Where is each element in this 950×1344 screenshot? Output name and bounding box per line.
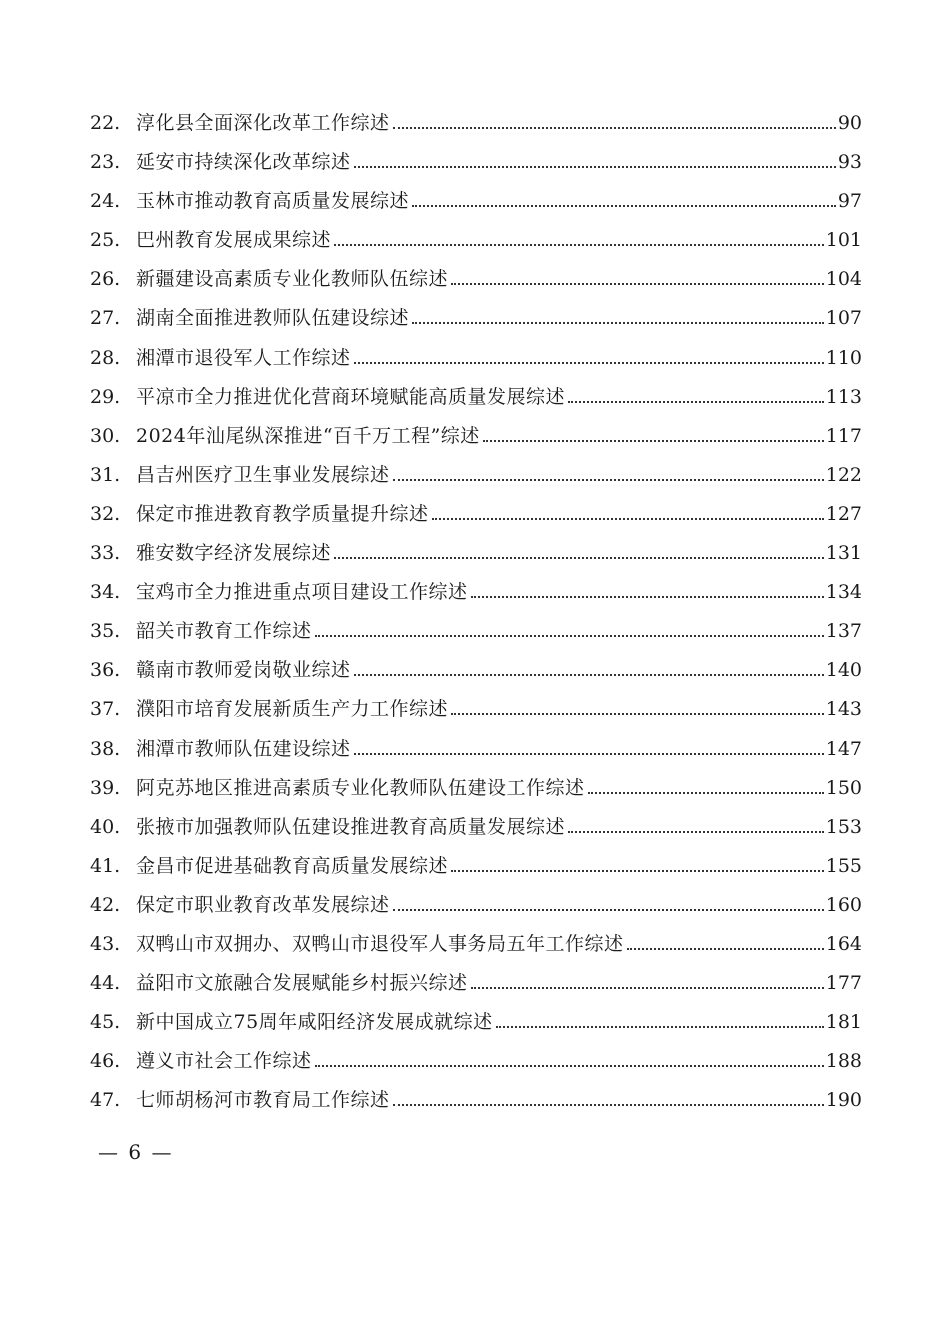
dot-leader (354, 674, 824, 676)
toc-entry-page: 164 (825, 932, 862, 955)
toc-entry-number: 24. (90, 190, 121, 213)
page-number: — 6 — (98, 1140, 174, 1164)
dot-leader (496, 1026, 824, 1028)
toc-entry-page: 97 (837, 190, 862, 213)
toc-entry-number: 42. (90, 893, 121, 916)
toc-entry-title: 保定市职业教育改革发展综述 (136, 893, 390, 916)
toc-entry-number: 29. (90, 385, 121, 408)
toc-entry-title: 宝鸡市全力推进重点项目建设工作综述 (136, 581, 468, 604)
toc-entry[interactable] (90, 104, 862, 143)
toc-entry-page: 131 (825, 542, 862, 565)
toc-entry[interactable] (90, 378, 862, 417)
toc-entry[interactable] (90, 1042, 862, 1081)
toc-entry[interactable] (90, 886, 862, 925)
dot-leader (393, 909, 824, 911)
toc-entry-number: 46. (90, 1050, 121, 1073)
toc-entry[interactable] (90, 964, 862, 1003)
toc-entry[interactable] (90, 182, 862, 221)
toc-entry[interactable] (90, 730, 862, 769)
toc-entry-page: 117 (825, 424, 862, 447)
toc-entry-title: 2024年汕尾纵深推进“百千万工程”综述 (136, 424, 480, 447)
dot-leader (451, 283, 824, 285)
toc-entry-title: 韶关市教育工作综述 (136, 620, 312, 643)
toc-entry-number: 38. (90, 737, 121, 760)
toc-entry-page: 160 (825, 893, 862, 916)
toc-entry[interactable] (90, 417, 862, 456)
toc-entry-number: 32. (90, 502, 121, 525)
dot-leader (568, 401, 824, 403)
toc-entry[interactable] (90, 925, 862, 964)
toc-entry-title: 益阳市文旅融合发展赋能乡村振兴综述 (136, 972, 468, 995)
toc-entry-number: 44. (90, 972, 121, 995)
toc-entry-title: 濮阳市培育发展新质生产力工作综述 (136, 698, 449, 721)
toc-entry-number: 25. (90, 229, 121, 252)
dot-leader (451, 870, 824, 872)
toc-entry-title: 赣南市教师爱岗敬业综述 (136, 659, 351, 682)
toc-entry-page: 188 (825, 1050, 862, 1073)
toc-entry[interactable] (90, 573, 862, 612)
dot-leader (334, 557, 824, 559)
toc-entry-page: 101 (825, 229, 862, 252)
toc-entry-title: 遵义市社会工作综述 (136, 1050, 312, 1073)
toc-entry-title: 雅安数字经济发展综述 (136, 542, 332, 565)
dot-leader (315, 1065, 824, 1067)
dot-leader (393, 127, 836, 129)
toc-entry-title: 平凉市全力推进优化营商环境赋能高质量发展综述 (136, 385, 566, 408)
toc-entry-title: 七师胡杨河市教育局工作综述 (136, 1089, 390, 1112)
toc-entry-number: 40. (90, 815, 121, 838)
toc-entry-number: 27. (90, 307, 121, 330)
dot-leader (451, 713, 824, 715)
toc-entry[interactable] (90, 143, 862, 182)
toc-entry-title: 玉林市推动教育高质量发展综述 (136, 190, 410, 213)
dot-leader (471, 596, 824, 598)
toc-entry-number: 34. (90, 581, 121, 604)
toc-entry-page: 143 (825, 698, 862, 721)
toc-entry-title: 阿克苏地区推进高素质专业化教师队伍建设工作综述 (136, 776, 585, 799)
dot-leader (393, 1104, 824, 1106)
toc-entry-page: 93 (837, 151, 862, 174)
toc-entry-page: 90 (837, 112, 862, 134)
dot-leader (334, 244, 824, 246)
dot-leader (627, 948, 824, 950)
toc-entry-number: 39. (90, 776, 121, 799)
toc-entry[interactable] (90, 299, 862, 338)
table-of-contents (90, 104, 862, 1120)
toc-entry-number: 26. (90, 268, 121, 291)
toc-entry-title: 巴州教育发展成果综述 (136, 229, 332, 252)
toc-entry-page: 107 (825, 307, 862, 330)
toc-entry-number: 23. (90, 151, 121, 174)
toc-entry-number: 36. (90, 659, 121, 682)
toc-entry-number: 37. (90, 698, 121, 721)
dot-leader (412, 322, 824, 324)
toc-entry-page: 127 (825, 502, 862, 525)
dot-leader (432, 518, 824, 520)
toc-entry[interactable] (90, 769, 862, 808)
toc-entry-page: 181 (825, 1011, 862, 1034)
toc-entry[interactable] (90, 612, 862, 651)
toc-entry-page: 134 (825, 581, 862, 604)
dot-leader (588, 792, 824, 794)
dot-leader (412, 205, 836, 207)
toc-entry[interactable] (90, 221, 862, 260)
toc-entry-title: 金昌市促进基础教育高质量发展综述 (136, 854, 449, 877)
toc-entry-page: 140 (825, 659, 862, 682)
dot-leader (483, 440, 824, 442)
toc-entry-number: 43. (90, 932, 121, 955)
toc-entry-number: 47. (90, 1089, 121, 1112)
toc-entry-title: 张掖市加强教师队伍建设推进教育高质量发展综述 (136, 815, 566, 838)
toc-entry-number: 33. (90, 542, 121, 565)
toc-entry-title: 淳化县全面深化改革工作综述 (136, 112, 390, 134)
toc-entry-page: 155 (825, 854, 862, 877)
toc-entry-number: 45. (90, 1011, 121, 1034)
toc-entry-page: 190 (825, 1089, 862, 1112)
toc-entry[interactable] (90, 651, 862, 690)
toc-entry[interactable] (90, 808, 862, 847)
toc-entry[interactable] (90, 1081, 862, 1120)
toc-entry-page: 110 (825, 346, 862, 369)
toc-entry-number: 31. (90, 463, 121, 486)
toc-entry-number: 30. (90, 424, 121, 447)
toc-entry-number: 28. (90, 346, 121, 369)
toc-entry-number: 22. (90, 112, 121, 134)
toc-entry-page: 177 (825, 972, 862, 995)
dot-leader (354, 362, 824, 364)
dot-leader (393, 479, 824, 481)
toc-entry-number: 35. (90, 620, 121, 643)
dot-leader (568, 831, 824, 833)
toc-entry-page: 104 (825, 268, 862, 291)
toc-entry[interactable] (90, 1003, 862, 1042)
toc-entry[interactable] (90, 495, 862, 534)
toc-entry-page: 113 (825, 385, 862, 408)
toc-entry-page: 147 (825, 737, 862, 760)
toc-entry-title: 湘潭市教师队伍建设综述 (136, 737, 351, 760)
toc-entry-title: 保定市推进教育教学质量提升综述 (136, 502, 429, 525)
dot-leader (354, 753, 824, 755)
dot-leader (471, 987, 824, 989)
toc-entry-title: 昌吉州医疗卫生事业发展综述 (136, 463, 390, 486)
toc-entry-title: 延安市持续深化改革综述 (136, 151, 351, 174)
toc-entry-number: 41. (90, 854, 121, 877)
dot-leader (354, 166, 836, 168)
toc-entry-title: 新疆建设高素质专业化教师队伍综述 (136, 268, 449, 291)
toc-entry-page: 153 (825, 815, 862, 838)
toc-entry[interactable] (90, 847, 862, 886)
toc-entry-page: 122 (825, 463, 862, 486)
dot-leader (315, 635, 824, 637)
toc-entry-title: 湘潭市退役军人工作综述 (136, 346, 351, 369)
toc-entry-title: 新中国成立75周年咸阳经济发展成就综述 (136, 1011, 493, 1034)
toc-entry-page: 137 (825, 620, 862, 643)
toc-entry[interactable] (90, 339, 862, 378)
toc-entry-title: 湖南全面推进教师队伍建设综述 (136, 307, 410, 330)
toc-entry-page: 150 (825, 776, 862, 799)
toc-entry-title: 双鸭山市双拥办、双鸭山市退役军人事务局五年工作综述 (136, 932, 624, 955)
toc-entry[interactable] (90, 260, 862, 299)
toc-entry[interactable] (90, 690, 862, 729)
toc-entry[interactable] (90, 534, 862, 573)
toc-entry[interactable] (90, 456, 862, 495)
